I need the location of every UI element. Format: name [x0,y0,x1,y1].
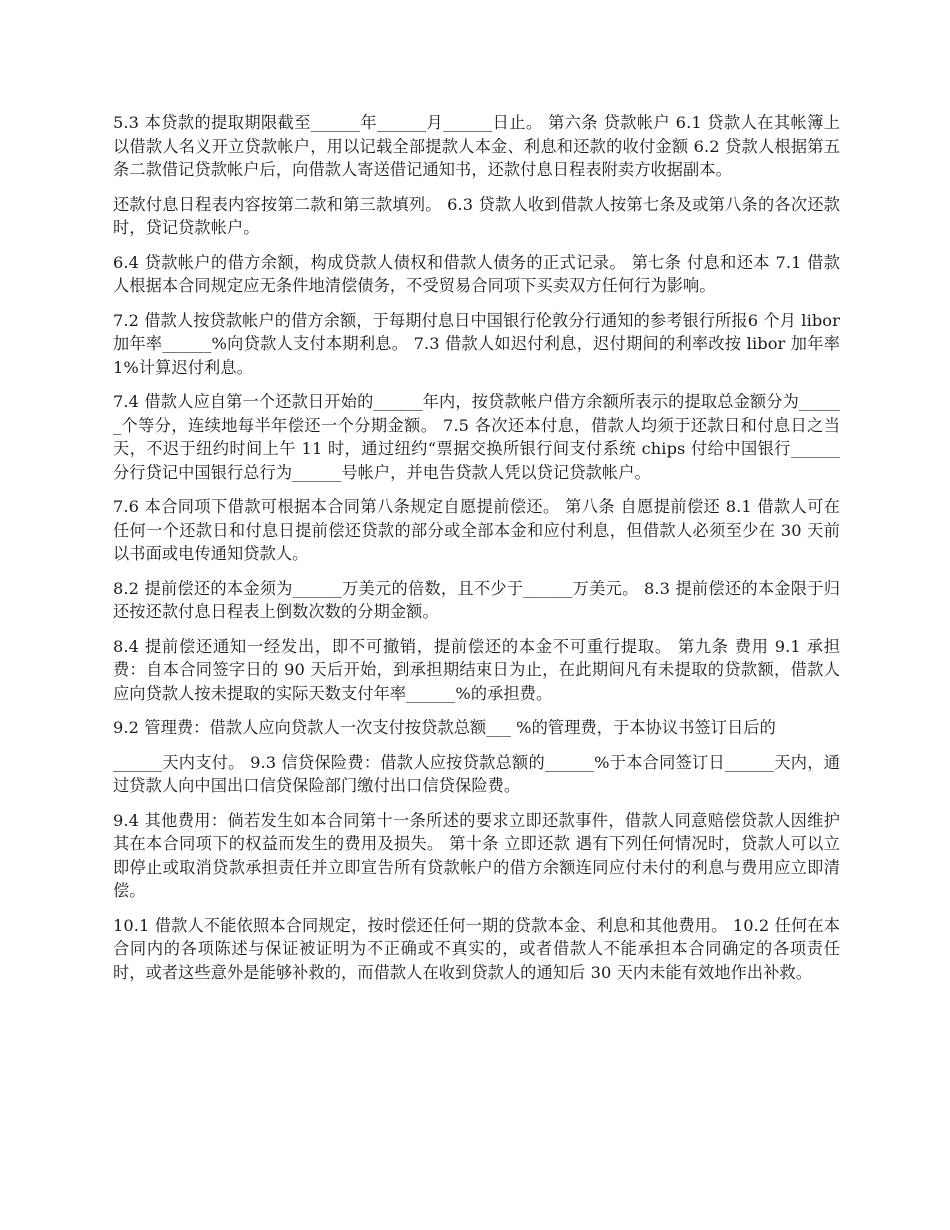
paragraph-10-1-to-10-2: 10.1 借款人不能依照本合同规定，按时偿还任何一期的贷款本金、利息和其他费用。 10.2 任何在本合同内的各项陈述与保证被证明为不正确或不真实的，或者借款人不能承担本合同确定的各项责任时，或者这些意外是能够补救的，而借款人在收到贷款人的通知后 30 天内未能有效地作出补救。 [113,915,840,982]
paragraph-9-2: 9.2 管理费：借款人应向贷款人一次支付按贷款总额___ %的管理费，于本协议书签订日后的 [113,718,776,737]
paragraph-6-4-to-7-1: 6.4 贷款帐户的借方余额，构成贷款人债权和借款人债务的正式记录。 第七条 付息和还本 7.1 借款人根据本合同规定应无条件地清偿债务，不受贸易合同项下买卖双方任何行为影响。 [113,252,840,295]
paragraph-8-4-to-9-1: 8.4 提前偿还通知一经发出，即不可撤销，提前偿还的本金不可重行提取。 第九条 费用 9.1 承担费：自本合同签字日的 90 天后开始，到承担期结束日为止，在此期间凡有未提取的贷款额，借款人应向贷款人按未提取的实际天数支付年率______%的承担费。 [113,636,840,703]
paragraph-7-6-to-8-1: 7.6 本合同项下借款可根据本合同第八条规定自愿提前偿还。 第八条 自愿提前偿还 8.1 借款人可在任何一个还款日和付息日提前偿还贷款的部分或全部本金和应付利息，但借款人必须至少在 30 天前以书面或电传通知贷款人。 [113,497,840,563]
paragraph-8-2-to-8-3: 8.2 提前偿还的本金须为______万美元的倍数，且不少于______万美元。 8.3 提前偿还的本金限于归还按还款付息日程表上倒数次数的分期金额。 [113,578,840,621]
paragraph-9-4-to-10: 9.4 其他费用：倘若发生如本合同第十一条所述的要求立即还款事件，借款人同意赔偿贷款人因维护其在本合同项下的权益而发生的费用及损失。 第十条 立即还款 遇有下列任何情况时，贷款人可以立即停止或取消贷款承担责任并立即宣告所有贷款帐户的借方余额连同应付未付的利息与费用应立即清偿。 [113,810,840,900]
paragraph-9-2-cont-9-3: ______天内支付。 9.3 信贷保险费：借款人应按贷款总额的______%于本合同签订日______天内，通过贷款人向中国出口信贷保险部门缴付出口信贷保险费。 [113,752,840,795]
paragraph-5-3-to-6-2: 5.3 本贷款的提取期限截至______年______月______日止。 第六条 贷款帐户 6.1 贷款人在其帐簿上以借款人名义开立贷款帐户，用以记载全部提款人本金、利息和还款的收付金额 6.2 贷款人根据第五条二款借记贷款帐户后，向借款人寄送借记通知书，还款付息日程表附卖方收据副本。 [113,113,840,179]
paragraph-7-4-to-7-5: 7.4 借款人应自第一个还款日开始的______年内，按贷款帐户借方余额所表示的提取总金额分为______个等分，连续地每半年偿还一个分期金额。 7.5 各次还本付息，借款人均须于还款日和付息日之当天，不迟于纽约时间上午 11 时，通过纽约“票据交换所银行间支付系统 chips 付给中国银行______分行贷记中国银行总行为______号帐户，并电告贷款人凭以贷记贷款帐户。 [113,392,840,482]
document-body [113,111,840,995]
paragraph-6-3: 还款付息日程表内容按第二款和第三款填列。 6.3 贷款人收到借款人按第七条及或第八条的各次还款时，贷记贷款帐户。 [113,194,840,237]
paragraph-7-2-to-7-3: 7.2 借款人按贷款帐户的借方余额，于每期付息日中国银行伦敦分行通知的参考银行所报6 个月 libor 加年率______%向贷款人支付本期利息。 7.3 借款人如迟付利息，迟付期间的利率改按 libor 加年率 1%计算迟付利息。 [113,310,840,377]
